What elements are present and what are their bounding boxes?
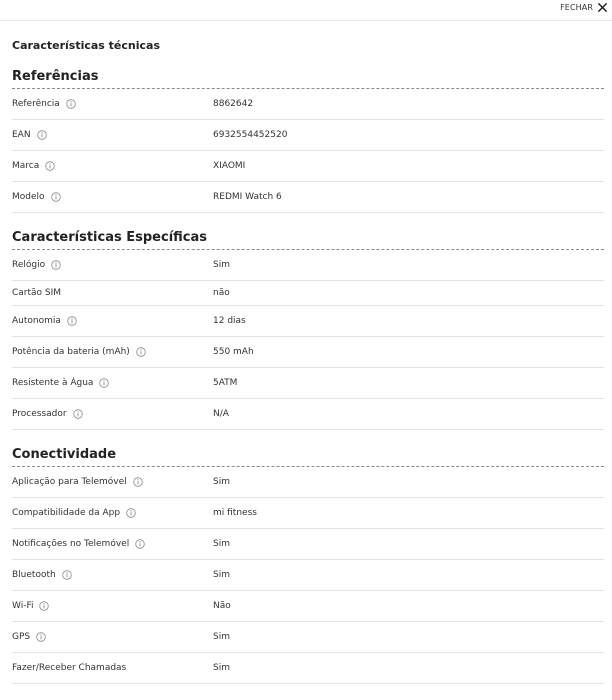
spec-row [12,399,604,430]
spec-label-text: Referência [12,99,60,109]
spec-label-text: Potência da bateria (mAh) [12,347,130,357]
spec-label-text: Bluetooth [12,570,56,580]
spec-row [12,498,604,529]
spec-value: Sim [213,632,230,642]
spec-label-text: EAN [12,130,31,140]
spec-value: Sim [213,260,230,270]
page-title: Características técnicas [12,39,161,52]
info-circle-icon[interactable] [136,347,146,357]
spec-value: 6932554452520 [213,130,288,140]
spec-value: 550 mAh [213,347,254,357]
info-circle-icon[interactable] [67,316,77,326]
spec-label [12,477,213,487]
spec-value: mi fitness [213,508,257,518]
spec-label [12,539,213,549]
spec-value: Sim [213,477,230,487]
close-button[interactable] [560,2,608,13]
spec-label [12,632,213,642]
spec-value: Sim [213,663,230,673]
spec-label [12,508,213,518]
spec-label-text: Aplicação para Telemóvel [12,477,127,487]
info-circle-icon[interactable] [126,508,136,518]
spec-row [12,281,604,306]
spec-value: Sim [213,570,230,580]
spec-value: não [213,288,230,298]
spec-value: N/A [213,409,229,419]
info-circle-icon[interactable] [62,570,72,580]
spec-row [12,368,604,399]
info-circle-icon[interactable] [66,99,76,109]
spec-label [12,192,213,202]
spec-row [12,622,604,653]
spec-label [12,601,213,611]
section-referencias [12,69,604,213]
specs-content [0,39,612,684]
spec-label-text: Compatibilidade da App [12,508,121,518]
close-icon [597,2,608,13]
spec-row [12,591,604,622]
info-circle-icon[interactable] [135,539,145,549]
spec-row [12,151,604,182]
close-label: FECHAR [560,3,593,12]
spec-label [12,130,213,140]
spec-label-text: Fazer/Receber Chamadas [12,663,127,673]
spec-row [12,653,604,684]
spec-label [12,409,213,419]
spec-label [12,570,213,580]
section-conectividade [12,447,604,684]
spec-label-text: Relógio [12,260,46,270]
spec-label-text: Modelo [12,192,45,202]
spec-row [12,337,604,368]
spec-label-text: Wi-Fi [12,601,34,611]
spec-label [12,663,213,673]
spec-list [12,89,604,213]
spec-value: Sim [213,539,230,549]
spec-label [12,378,213,388]
section-title: Características Específicas [12,230,604,250]
spec-label [12,347,213,357]
spec-label-text: Cartão SIM [12,288,62,298]
info-circle-icon[interactable] [51,192,61,202]
spec-value: 12 dias [213,316,246,326]
info-circle-icon[interactable] [73,409,83,419]
spec-label [12,288,213,298]
spec-row [12,120,604,151]
spec-row [12,560,604,591]
spec-row [12,250,604,281]
spec-label-text: Notificações no Telemóvel [12,539,130,549]
section-title: Referências [12,69,604,89]
spec-label-text: Autonomia [12,316,61,326]
spec-label-text: Resistente à Água [12,378,94,388]
spec-row [12,467,604,498]
info-circle-icon[interactable] [51,260,61,270]
section-title: Conectividade [12,447,604,467]
info-circle-icon[interactable] [99,378,109,388]
info-circle-icon[interactable] [45,161,55,171]
spec-row [12,182,604,213]
spec-value: 5ATM [213,378,238,388]
spec-list [12,467,604,684]
info-circle-icon[interactable] [39,601,49,611]
spec-row [12,89,604,120]
spec-value: Não [213,601,231,611]
info-circle-icon[interactable] [36,632,46,642]
info-circle-icon[interactable] [133,477,143,487]
spec-label [12,161,213,171]
spec-value: 8862642 [213,99,254,109]
spec-value: XIAOMI [213,161,246,171]
spec-row [12,529,604,560]
modal-header [0,0,612,21]
spec-list [12,250,604,430]
spec-label-text: GPS [12,632,31,642]
info-circle-icon[interactable] [37,130,47,140]
spec-label-text: Processador [12,409,67,419]
spec-value: REDMI Watch 6 [213,192,282,202]
spec-label [12,316,213,326]
spec-row [12,306,604,337]
spec-label [12,99,213,109]
spec-label-text: Marca [12,161,40,171]
section-caracteristicas-especificas [12,230,604,430]
spec-label [12,260,213,270]
